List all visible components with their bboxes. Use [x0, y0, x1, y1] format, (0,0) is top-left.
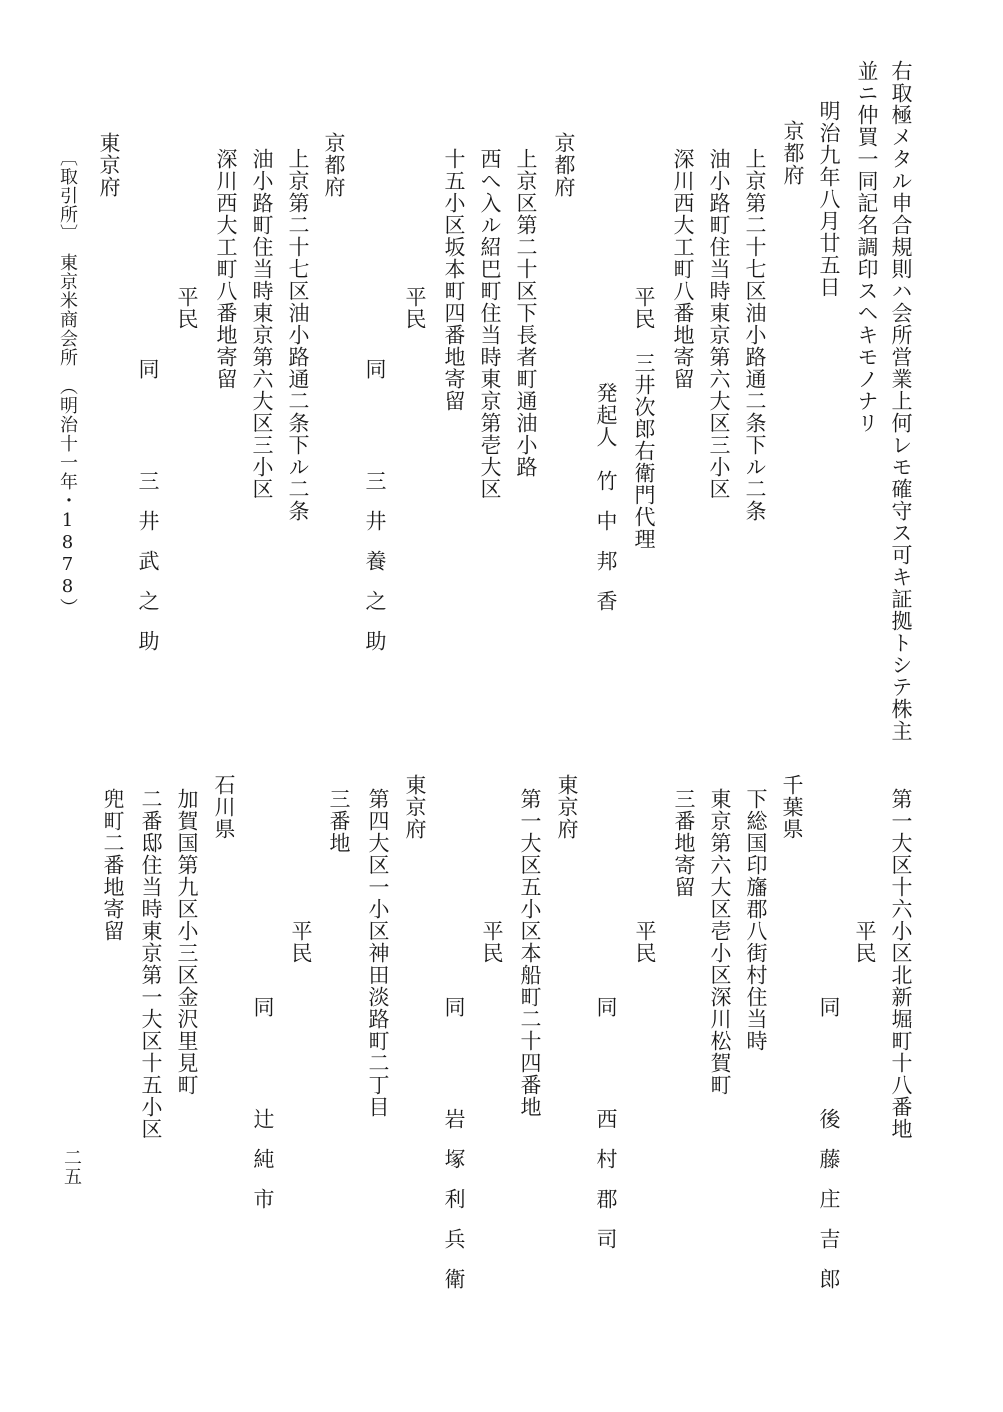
sig2-prefecture: 京都府 — [552, 132, 576, 198]
entry5-prefecture: 石川県 — [212, 774, 236, 840]
header-line-2: 並ニ仲買一同記名調印スヘキモノナリ — [855, 60, 879, 434]
entry5-address-3: 兜町二番地寄留 — [101, 788, 125, 942]
sig3-address-3: 深川西大工町八番地寄留 — [214, 148, 238, 390]
entry2-prefecture: 千葉県 — [780, 774, 804, 840]
entry4-name: 辻純市 — [251, 1108, 275, 1228]
sig1-address-1: 上京第二十七区油小路通二条下ル二条 — [743, 148, 767, 522]
sig2-rank: 平民 — [403, 286, 427, 330]
sig1-role: 発起人 — [594, 382, 618, 448]
source-note: 〔取引所〕 東京米商会所 （明治十一年・1878） — [57, 148, 78, 617]
entry1-address: 第一大区十六小区北新堀町十八番地 — [889, 788, 913, 1140]
sig3-rank: 平民 — [175, 286, 199, 330]
entry3-name: 岩塚利兵衛 — [442, 1108, 466, 1308]
entry2-same-mark: 同 — [594, 996, 618, 1018]
entry1-name: 後藤庄吉郎 — [817, 1108, 841, 1308]
sig2-address-2: 西へ入ル紹巴町住当時東京第壱大区 — [478, 148, 502, 500]
date-line: 明治九年八月廿五日 — [817, 100, 841, 298]
sig1-address-3: 深川西大工町八番地寄留 — [671, 148, 695, 390]
sig1-name: 竹中邦香 — [594, 470, 618, 630]
entry3-same-mark: 同 — [442, 996, 466, 1018]
entry3-rank: 平民 — [480, 920, 504, 964]
entry2-address-2: 東京第六大区壱小区深川松賀町 — [708, 788, 732, 1096]
sig3-address-1: 上京第二十七区油小路通二条下ル二条 — [286, 148, 310, 522]
sig1-address-2: 油小路町住当時東京第六大区三小区 — [707, 148, 731, 500]
entry1-same-mark: 同 — [817, 996, 841, 1018]
sig3-name: 三井武之助 — [136, 470, 160, 670]
entry2-address-3: 三番地寄留 — [672, 788, 696, 898]
entry5-address-2: 二番邸住当時東京第一大区十五小区 — [139, 788, 163, 1140]
sig2-same-mark: 同 — [363, 358, 387, 380]
entry2-name: 西村郡司 — [594, 1108, 618, 1268]
entry3-address: 第一大区五小区本船町二十四番地 — [518, 788, 542, 1118]
sig2-name: 三井養之助 — [363, 470, 387, 670]
entry4-same-mark: 同 — [251, 996, 275, 1018]
entry5-address-1: 加賀国第九区小三区金沢里見町 — [175, 788, 199, 1096]
entry4-address-1: 第四大区一小区神田淡路町二丁目 — [366, 788, 390, 1118]
sig1-prefecture: 京都府 — [781, 120, 805, 186]
entry2-rank: 平民 — [633, 920, 657, 964]
sig2-address-3: 十五小区坂本町四番地寄留 — [442, 148, 466, 412]
header-line-1: 右取極メタル申合規則ハ会所営業上何レモ確守ス可キ証拠トシテ株主 — [889, 60, 913, 742]
entry4-rank: 平民 — [289, 920, 313, 964]
sig3-same-mark: 同 — [136, 358, 160, 380]
sig1-rank-line: 平民 三井次郎右衛門代理 — [632, 286, 656, 550]
entry4-prefecture: 東京府 — [403, 774, 427, 840]
sig3-address-2: 油小路町住当時東京第六大区三小区 — [250, 148, 274, 500]
sig3-prefecture: 京都府 — [322, 132, 346, 198]
entry3-prefecture: 東京府 — [555, 774, 579, 840]
sig4-prefecture: 東京府 — [97, 132, 121, 198]
entry2-address-1: 下総国印旛郡八街村住当時 — [744, 788, 768, 1052]
sig2-address-1: 上京区第二十区下長者町通油小路 — [514, 148, 538, 478]
entry1-rank: 平民 — [853, 920, 877, 964]
entry4-address-2: 三番地 — [327, 788, 351, 854]
page-number: 二五 — [61, 1148, 82, 1186]
